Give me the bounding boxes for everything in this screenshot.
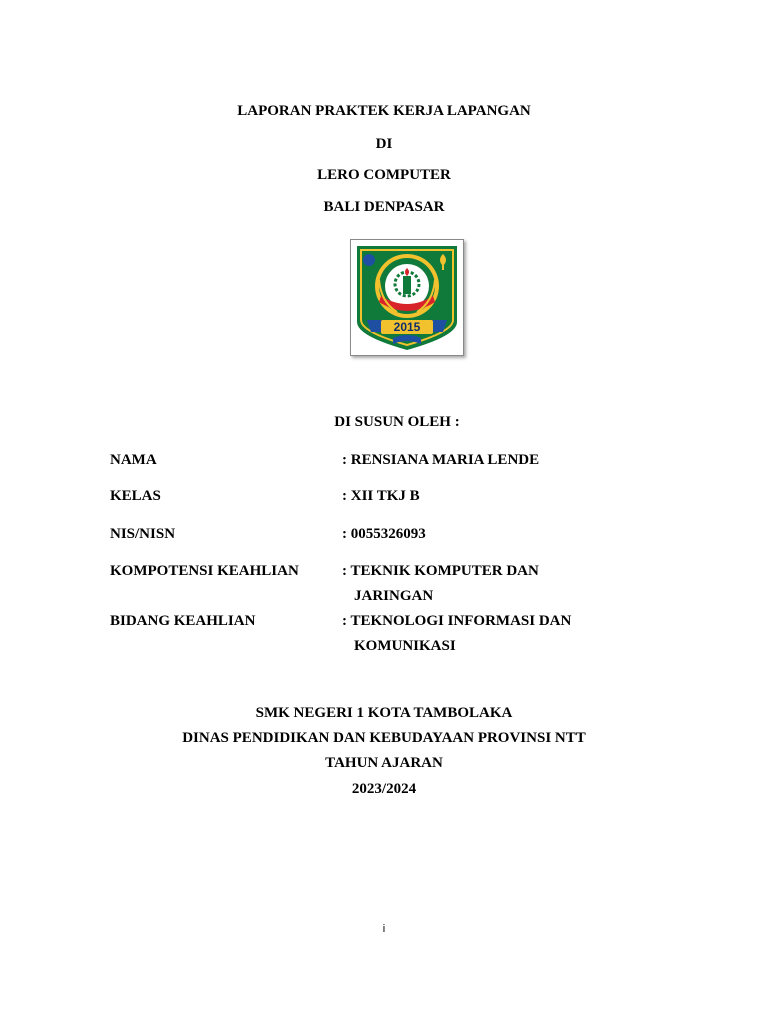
page-number: i [382, 923, 386, 935]
field-label-bidang: BIDANG KEAHLIAN [110, 613, 256, 629]
school-name: SMK NEGERI 1 KOTA TAMBOLAKA [255, 705, 513, 721]
report-title: LAPORAN PRAKTEK KERJA LAPANGAN [237, 103, 531, 119]
report-title-di: DI [375, 136, 393, 152]
field-label-nis: NIS/NISN [110, 526, 176, 542]
logo-year: 2015 [393, 320, 421, 334]
academic-year-label: TAHUN AJARAN [325, 755, 443, 771]
agency-name: DINAS PENDIDIKAN DAN KEBUDAYAAN PROVINSI NTT [182, 730, 586, 746]
field-label-nama: NAMA [110, 452, 157, 468]
company-name: LERO COMPUTER [317, 167, 451, 183]
field-value-kompetensi: : TEKNIK KOMPUTER DAN [342, 563, 539, 579]
company-location: BALI DENPASAR [323, 199, 445, 215]
field-label-kompetensi: KOMPOTENSI KEAHLIAN [110, 563, 299, 579]
field-label-kelas: KELAS [110, 488, 161, 504]
author-heading: DI SUSUN OLEH : [334, 414, 460, 430]
field-value-bidang: : TEKNOLOGI INFORMASI DAN [342, 613, 572, 629]
field-value-bidang-cont: KOMUNIKASI [354, 638, 456, 654]
school-logo [350, 239, 464, 356]
academic-year: 2023/2024 [351, 781, 417, 797]
field-value-kelas: : XII TKJ B [342, 488, 420, 504]
school-crest-icon [351, 240, 463, 355]
field-value-nis: : 0055326093 [342, 526, 426, 542]
field-value-kompetensi-cont: JARINGAN [354, 588, 434, 604]
field-value-nama: : RENSIANA MARIA LENDE [342, 452, 540, 468]
